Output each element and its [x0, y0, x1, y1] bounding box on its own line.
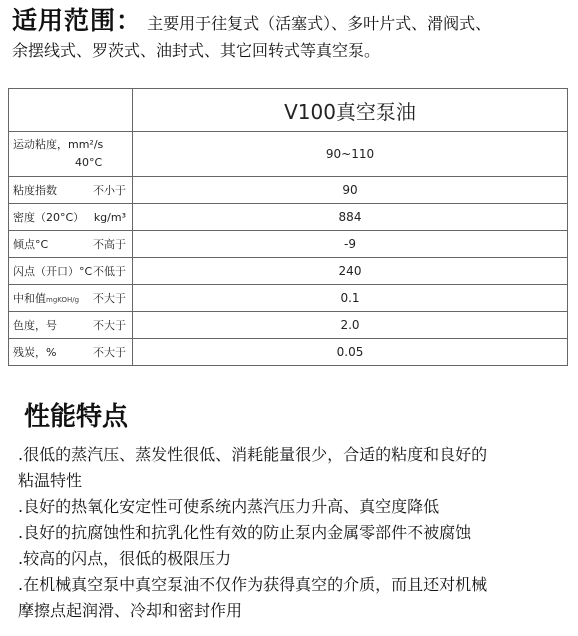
spec-qualifier: 不小于	[93, 184, 126, 197]
table-row	[9, 312, 568, 339]
spec-value: 884	[133, 204, 568, 231]
spec-table	[8, 88, 568, 366]
spec-qualifier: 不大于	[93, 292, 126, 305]
spec-value: 90~110	[133, 132, 568, 177]
table-header-row	[9, 89, 568, 132]
feature-line: .很低的蒸汽压、蒸发性很低、消耗能量很少，合适的粘度和良好的	[18, 445, 488, 464]
spec-label-cell	[9, 285, 133, 312]
application-text-2: 余摆线式、罗茨式、油封式、其它回转式等真空泵。	[12, 41, 381, 60]
application-text-1: 主要用于往复式（活塞式）、多叶片式、滑阀式、	[147, 14, 492, 33]
application-title: 适用范围：	[12, 6, 143, 35]
product-name: V100真空泵油	[133, 89, 568, 132]
spec-qualifier: kg/m³	[93, 210, 126, 224]
feature-line: 摩擦点起润滑、冷却和密封作用	[18, 601, 243, 620]
spec-label-cell	[9, 312, 133, 339]
spec-label-cell	[9, 258, 133, 285]
spec-name: 残炭，%	[13, 346, 57, 359]
table-row	[9, 258, 568, 285]
feature-line: 粘温特性	[18, 471, 83, 490]
spec-name: 倾点°C	[13, 238, 49, 251]
spec-qualifier: 不大于	[93, 346, 126, 359]
spec-value: 90	[133, 177, 568, 204]
spec-qualifier: 不大于	[93, 319, 126, 332]
spec-qualifier: 不低于	[93, 265, 126, 278]
table-row	[9, 339, 568, 366]
spec-name: 色度，号	[13, 319, 57, 332]
spec-name: 闪点（开口）°C	[13, 265, 93, 278]
spec-label-cell	[9, 204, 133, 231]
spec-unit: mgKOH/g	[46, 296, 80, 304]
table-row	[9, 177, 568, 204]
spec-label-cell	[9, 177, 133, 204]
application-scope	[12, 6, 568, 66]
spec-condition: 40°C	[75, 156, 103, 169]
table-row	[9, 132, 568, 177]
header-empty-cell	[9, 89, 133, 132]
features-title: 性能特点	[24, 402, 129, 432]
spec-name: 运动粘度，mm²/s	[13, 138, 104, 151]
spec-name: 密度（20°C）	[13, 211, 85, 224]
feature-line: .良好的抗腐蚀性和抗乳化性有效的防止泵内金属零部件不被腐蚀	[18, 523, 472, 542]
feature-line: .良好的热氧化安定性可使系统内蒸汽压力升高、真空度降低	[18, 497, 440, 516]
spec-value: -9	[133, 231, 568, 258]
table-row	[9, 204, 568, 231]
table-row	[9, 231, 568, 258]
spec-label-cell	[9, 132, 133, 177]
spec-qualifier: 不高于	[93, 238, 126, 251]
spec-value: 0.1	[133, 285, 568, 312]
feature-line: .较高的闪点，很低的极限压力	[18, 549, 232, 568]
spec-value: 0.05	[133, 339, 568, 366]
features-section	[18, 398, 568, 624]
application-first-line	[12, 6, 568, 36]
spec-label-cell	[9, 339, 133, 366]
table-row	[9, 285, 568, 312]
spec-value: 2.0	[133, 312, 568, 339]
spec-name: 中和值	[13, 292, 46, 305]
spec-label-cell	[9, 231, 133, 258]
spec-value: 240	[133, 258, 568, 285]
spec-name: 粘度指数	[13, 184, 57, 197]
feature-line: .在机械真空泵中真空泵油不仅作为获得真空的介质，而且还对机械	[18, 575, 488, 594]
